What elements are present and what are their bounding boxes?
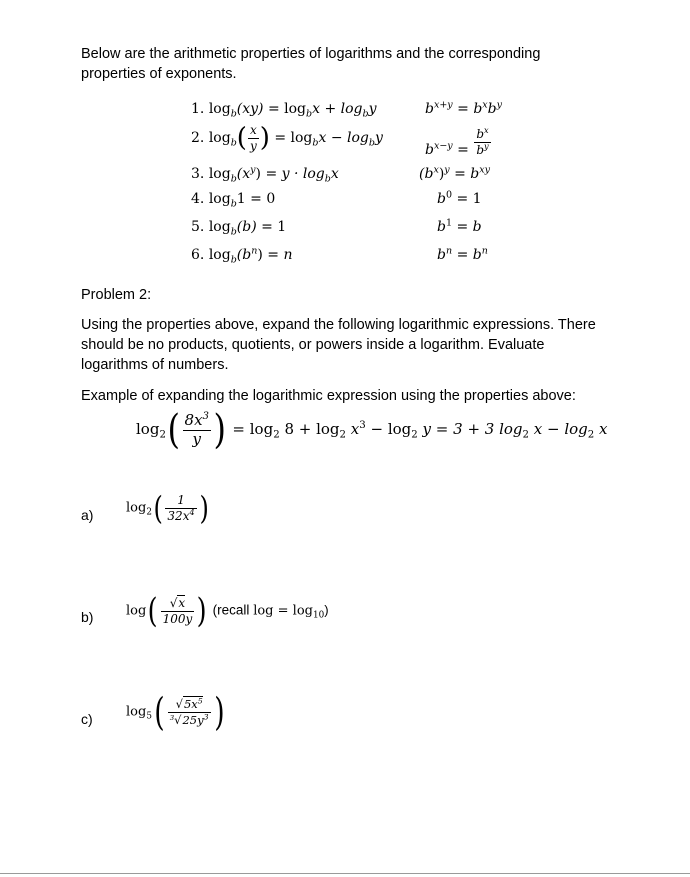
exercise-c-expression: $\log_5$( $\frac{√5x^5}{^3√25y^3}$ ) [126,690,225,734]
log-property-6: 6. $\log_b(b^n) = n$ [191,245,293,266]
log-property-4: 4. $\log_b1 = 0$ [191,191,276,210]
intro-paragraph [81,44,621,84]
log-property-2: 2. $\log_b$( $\frac{x}{y}$ ) = $\log_bx - \log_by$ [191,123,383,154]
exercise-b-expression: log( $\frac{√x}{100y}$ ) (recall $\log = \log_{10}$) [126,591,329,631]
intro-line-1: Below are the arithmetic properties of logarithms and the corresponding [81,46,541,62]
exp-property-4: $b^0 = 1$ [437,189,482,207]
problem-title: Problem 2: [81,287,152,303]
exp-property-1: $b^{x+y} = b^xb^y$ [425,99,503,117]
instructions-line-2: should be no products, quotients, or powers inside a logarithm. Evaluate [81,337,545,353]
intro-line-2: properties of exponents. [81,66,237,82]
example-expression: $\log_2$( $\frac{8x^3}{y}$ ) = $\log_2 8 + \log_2 x^3 - \log_2 y = 3 + 3$ $\log_2 x - \log_2 x$ [136,407,608,453]
problem-instructions [81,315,641,375]
example-heading: Example of expanding the logarithmic expression using the properties above: [81,388,576,404]
exercise-a-expression: $\log_2$( $\frac{1}{32x^4}$ ) [126,489,209,527]
exercise-b-label: b) [81,609,94,625]
exercise-a-label: a) [81,507,94,523]
exercise-c-label: c) [81,711,93,727]
exp-property-5: $b^1 = b$ [437,217,482,235]
log-property-1: 1. $\log_b(xy) = \log_bx + \log_by$ [191,101,377,120]
page-bottom-divider [0,873,690,874]
log-property-5: 5. $\log_b(b) = 1$ [191,219,287,238]
instructions-line-1: Using the properties above, expand the following logarithmic expressions. There [81,317,596,333]
log-property-3: 3. $\log_b(x^y) = y \cdot \log_bx$ [191,164,339,185]
exp-property-6: $b^n = b^n$ [437,245,488,263]
exp-property-2: $b^{x-y}$ = $\frac{b^x}{b^y}$ [425,125,489,159]
exp-property-3: $(b^x)^y = b^{xy}$ [419,164,491,182]
instructions-line-3: logarithms of numbers. [81,357,229,373]
